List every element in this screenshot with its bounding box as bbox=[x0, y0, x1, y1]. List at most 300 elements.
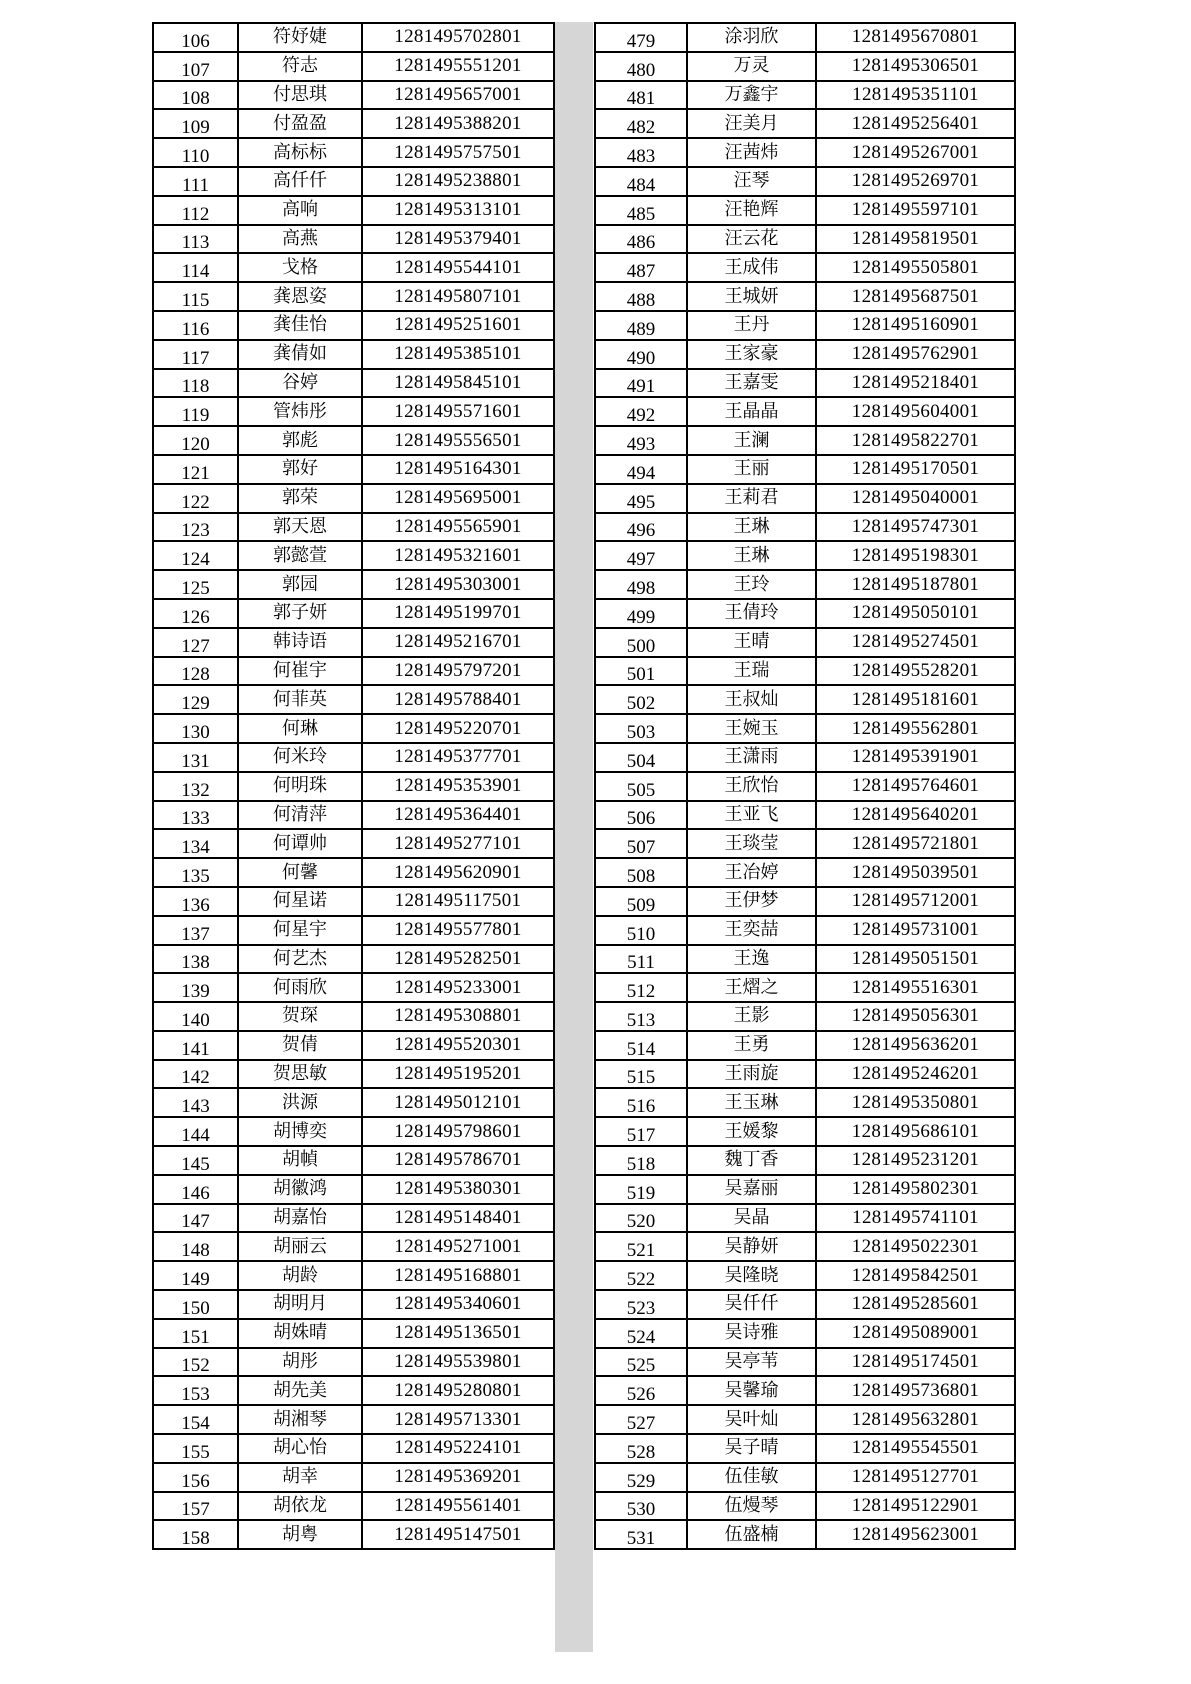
student-name: 何明珠 bbox=[238, 772, 362, 801]
row-number: 126 bbox=[153, 599, 238, 628]
student-id: 1281495267001 bbox=[816, 138, 1015, 167]
student-id: 1281495246201 bbox=[816, 1060, 1015, 1089]
table-row bbox=[595, 1232, 1015, 1261]
row-number: 486 bbox=[595, 225, 687, 254]
table-row bbox=[153, 397, 554, 426]
student-name: 龚佳怡 bbox=[238, 311, 362, 340]
student-name: 符志 bbox=[238, 52, 362, 81]
student-name: 王晶晶 bbox=[687, 397, 816, 426]
student-name: 王影 bbox=[687, 1002, 816, 1031]
row-number: 117 bbox=[153, 340, 238, 369]
student-id: 1281495670801 bbox=[816, 23, 1015, 52]
student-name: 何艺杰 bbox=[238, 945, 362, 974]
table-row bbox=[595, 340, 1015, 369]
student-name: 胡幸 bbox=[238, 1463, 362, 1492]
table-row bbox=[153, 253, 554, 282]
table-row bbox=[595, 1175, 1015, 1204]
student-name: 吴诗雅 bbox=[687, 1319, 816, 1348]
table-row bbox=[595, 829, 1015, 858]
row-number: 130 bbox=[153, 714, 238, 743]
row-number: 498 bbox=[595, 570, 687, 599]
row-number: 141 bbox=[153, 1031, 238, 1060]
row-number: 500 bbox=[595, 628, 687, 657]
student-id: 1281495224101 bbox=[362, 1434, 554, 1463]
table-row bbox=[595, 1290, 1015, 1319]
table-row bbox=[153, 484, 554, 513]
row-number: 134 bbox=[153, 829, 238, 858]
student-name: 贺倩 bbox=[238, 1031, 362, 1060]
student-name: 郭子妍 bbox=[238, 599, 362, 628]
student-name: 王琳 bbox=[687, 541, 816, 570]
student-id: 1281495313101 bbox=[362, 196, 554, 225]
row-number: 144 bbox=[153, 1117, 238, 1146]
student-name: 伍熳琴 bbox=[687, 1492, 816, 1521]
table-row bbox=[153, 1376, 554, 1405]
student-name: 王雨旋 bbox=[687, 1060, 816, 1089]
table-row bbox=[153, 858, 554, 887]
table-row bbox=[595, 1376, 1015, 1405]
row-number: 145 bbox=[153, 1146, 238, 1175]
table-row bbox=[595, 1088, 1015, 1117]
row-number: 518 bbox=[595, 1146, 687, 1175]
student-name: 贺琛 bbox=[238, 1002, 362, 1031]
table-row bbox=[595, 858, 1015, 887]
table-row bbox=[153, 369, 554, 398]
row-number: 479 bbox=[595, 23, 687, 52]
student-name: 魏丁香 bbox=[687, 1146, 816, 1175]
student-name: 吴馨瑜 bbox=[687, 1376, 816, 1405]
row-number: 115 bbox=[153, 282, 238, 311]
student-name: 王家豪 bbox=[687, 340, 816, 369]
student-name: 王瑞 bbox=[687, 657, 816, 686]
student-name: 高仟仟 bbox=[238, 167, 362, 196]
row-number: 493 bbox=[595, 426, 687, 455]
student-id: 1281495620901 bbox=[362, 858, 554, 887]
student-id: 1281495012101 bbox=[362, 1088, 554, 1117]
row-number: 494 bbox=[595, 455, 687, 484]
student-name: 王伊梦 bbox=[687, 887, 816, 916]
student-name: 万灵 bbox=[687, 52, 816, 81]
table-row bbox=[595, 1492, 1015, 1521]
row-number: 488 bbox=[595, 282, 687, 311]
table-row bbox=[153, 1031, 554, 1060]
student-id: 1281495702801 bbox=[362, 23, 554, 52]
table-row bbox=[153, 945, 554, 974]
table-row bbox=[595, 1319, 1015, 1348]
row-number: 151 bbox=[153, 1319, 238, 1348]
table-row bbox=[153, 973, 554, 1002]
row-number: 143 bbox=[153, 1088, 238, 1117]
table-row bbox=[595, 1261, 1015, 1290]
row-number: 504 bbox=[595, 743, 687, 772]
student-id: 1281495351101 bbox=[816, 81, 1015, 110]
row-number: 497 bbox=[595, 541, 687, 570]
student-name: 胡徽鸿 bbox=[238, 1175, 362, 1204]
row-number: 137 bbox=[153, 916, 238, 945]
student-name: 郭荣 bbox=[238, 484, 362, 513]
table-row bbox=[153, 599, 554, 628]
table-row bbox=[595, 109, 1015, 138]
student-id: 1281495117501 bbox=[362, 887, 554, 916]
table-row bbox=[153, 1319, 554, 1348]
student-name: 王亚飞 bbox=[687, 801, 816, 830]
student-name: 王玉琳 bbox=[687, 1088, 816, 1117]
table-row bbox=[153, 1405, 554, 1434]
row-number: 123 bbox=[153, 513, 238, 542]
student-id: 1281495845101 bbox=[362, 369, 554, 398]
student-name: 王成伟 bbox=[687, 253, 816, 282]
table-row bbox=[153, 1492, 554, 1521]
table-row bbox=[595, 1060, 1015, 1089]
table-row bbox=[595, 81, 1015, 110]
table-row bbox=[595, 599, 1015, 628]
student-id: 1281495170501 bbox=[816, 455, 1015, 484]
student-id: 1281495764601 bbox=[816, 772, 1015, 801]
student-id: 1281495736801 bbox=[816, 1376, 1015, 1405]
student-id: 1281495022301 bbox=[816, 1232, 1015, 1261]
student-name: 胡嘉怡 bbox=[238, 1204, 362, 1233]
student-name: 王丽 bbox=[687, 455, 816, 484]
row-number: 120 bbox=[153, 426, 238, 455]
table-row bbox=[153, 1146, 554, 1175]
student-id: 1281495636201 bbox=[816, 1031, 1015, 1060]
student-name: 汪美月 bbox=[687, 109, 816, 138]
student-name: 符妤婕 bbox=[238, 23, 362, 52]
student-id: 1281495040001 bbox=[816, 484, 1015, 513]
student-id: 1281495623001 bbox=[816, 1520, 1015, 1549]
table-row bbox=[595, 945, 1015, 974]
row-number: 121 bbox=[153, 455, 238, 484]
student-name: 何清萍 bbox=[238, 801, 362, 830]
row-number: 526 bbox=[595, 1376, 687, 1405]
table-row bbox=[153, 1232, 554, 1261]
table-row bbox=[595, 484, 1015, 513]
student-name: 王潇雨 bbox=[687, 743, 816, 772]
row-number: 142 bbox=[153, 1060, 238, 1089]
student-id: 1281495350801 bbox=[816, 1088, 1015, 1117]
student-id: 1281495379401 bbox=[362, 225, 554, 254]
table-row bbox=[153, 340, 554, 369]
student-id: 1281495712001 bbox=[816, 887, 1015, 916]
student-name: 胡龄 bbox=[238, 1261, 362, 1290]
student-name: 王城妍 bbox=[687, 282, 816, 311]
student-id: 1281495731001 bbox=[816, 916, 1015, 945]
table-row bbox=[153, 657, 554, 686]
student-id: 1281495220701 bbox=[362, 714, 554, 743]
row-number: 128 bbox=[153, 657, 238, 686]
table-row bbox=[595, 1031, 1015, 1060]
row-number: 150 bbox=[153, 1290, 238, 1319]
row-number: 506 bbox=[595, 801, 687, 830]
table-row bbox=[595, 167, 1015, 196]
student-id: 1281495388201 bbox=[362, 109, 554, 138]
student-id: 1281495571601 bbox=[362, 397, 554, 426]
table-row bbox=[595, 916, 1015, 945]
row-number: 510 bbox=[595, 916, 687, 945]
student-name: 高响 bbox=[238, 196, 362, 225]
table-row bbox=[153, 714, 554, 743]
row-number: 138 bbox=[153, 945, 238, 974]
roster-table-right-body bbox=[595, 23, 1015, 1549]
table-row bbox=[153, 1348, 554, 1377]
student-name: 王逸 bbox=[687, 945, 816, 974]
student-name: 吴嘉丽 bbox=[687, 1175, 816, 1204]
student-id: 1281495050101 bbox=[816, 599, 1015, 628]
row-number: 148 bbox=[153, 1232, 238, 1261]
student-name: 胡依龙 bbox=[238, 1492, 362, 1521]
row-number: 512 bbox=[595, 973, 687, 1002]
student-id: 1281495377701 bbox=[362, 743, 554, 772]
row-number: 524 bbox=[595, 1319, 687, 1348]
table-row bbox=[153, 570, 554, 599]
student-id: 1281495218401 bbox=[816, 369, 1015, 398]
table-row bbox=[153, 541, 554, 570]
table-row bbox=[153, 1175, 554, 1204]
row-number: 522 bbox=[595, 1261, 687, 1290]
row-number: 119 bbox=[153, 397, 238, 426]
row-number: 495 bbox=[595, 484, 687, 513]
table-row bbox=[595, 23, 1015, 52]
student-id: 1281495391901 bbox=[816, 743, 1015, 772]
student-id: 1281495545501 bbox=[816, 1434, 1015, 1463]
student-id: 1281495385101 bbox=[362, 340, 554, 369]
row-number: 513 bbox=[595, 1002, 687, 1031]
student-id: 1281495762901 bbox=[816, 340, 1015, 369]
table-row bbox=[595, 570, 1015, 599]
student-id: 1281495321601 bbox=[362, 541, 554, 570]
roster-table-left bbox=[152, 22, 555, 1550]
row-number: 528 bbox=[595, 1434, 687, 1463]
table-row bbox=[595, 1434, 1015, 1463]
student-id: 1281495174501 bbox=[816, 1348, 1015, 1377]
row-number: 146 bbox=[153, 1175, 238, 1204]
student-id: 1281495802301 bbox=[816, 1175, 1015, 1204]
table-row bbox=[153, 1290, 554, 1319]
student-id: 1281495528201 bbox=[816, 657, 1015, 686]
table-row bbox=[595, 513, 1015, 542]
student-id: 1281495686101 bbox=[816, 1117, 1015, 1146]
student-id: 1281495233001 bbox=[362, 973, 554, 1002]
student-id: 1281495364401 bbox=[362, 801, 554, 830]
student-name: 胡粤 bbox=[238, 1520, 362, 1549]
row-number: 511 bbox=[595, 945, 687, 974]
student-id: 1281495516301 bbox=[816, 973, 1015, 1002]
table-row bbox=[595, 1348, 1015, 1377]
student-name: 王玲 bbox=[687, 570, 816, 599]
student-id: 1281495657001 bbox=[362, 81, 554, 110]
student-id: 1281495147501 bbox=[362, 1520, 554, 1549]
student-id: 1281495251601 bbox=[362, 311, 554, 340]
table-row bbox=[153, 1002, 554, 1031]
row-number: 107 bbox=[153, 52, 238, 81]
student-name: 王倩玲 bbox=[687, 599, 816, 628]
student-name: 王熠之 bbox=[687, 973, 816, 1002]
row-number: 133 bbox=[153, 801, 238, 830]
row-number: 135 bbox=[153, 858, 238, 887]
table-row bbox=[153, 23, 554, 52]
student-id: 1281495056301 bbox=[816, 1002, 1015, 1031]
table-row bbox=[153, 1060, 554, 1089]
row-number: 122 bbox=[153, 484, 238, 513]
table-row bbox=[595, 887, 1015, 916]
student-id: 1281495577801 bbox=[362, 916, 554, 945]
student-id: 1281495181601 bbox=[816, 685, 1015, 714]
student-name: 胡湘琴 bbox=[238, 1405, 362, 1434]
row-number: 507 bbox=[595, 829, 687, 858]
row-number: 521 bbox=[595, 1232, 687, 1261]
student-id: 1281495741101 bbox=[816, 1204, 1015, 1233]
student-name: 何雨欣 bbox=[238, 973, 362, 1002]
student-name: 汪琴 bbox=[687, 167, 816, 196]
row-number: 106 bbox=[153, 23, 238, 52]
student-name: 万鑫宇 bbox=[687, 81, 816, 110]
student-id: 1281495505801 bbox=[816, 253, 1015, 282]
student-id: 1281495306501 bbox=[816, 52, 1015, 81]
table-row bbox=[595, 1463, 1015, 1492]
student-name: 贺思敏 bbox=[238, 1060, 362, 1089]
student-id: 1281495747301 bbox=[816, 513, 1015, 542]
table-row bbox=[595, 973, 1015, 1002]
row-number: 154 bbox=[153, 1405, 238, 1434]
row-number: 484 bbox=[595, 167, 687, 196]
student-name: 郭园 bbox=[238, 570, 362, 599]
student-name: 高标标 bbox=[238, 138, 362, 167]
student-name: 王嘉雯 bbox=[687, 369, 816, 398]
row-number: 525 bbox=[595, 1348, 687, 1377]
student-id: 1281495148401 bbox=[362, 1204, 554, 1233]
table-row bbox=[153, 282, 554, 311]
table-row bbox=[153, 1520, 554, 1549]
student-id: 1281495369201 bbox=[362, 1463, 554, 1492]
student-name: 王叔灿 bbox=[687, 685, 816, 714]
row-number: 155 bbox=[153, 1434, 238, 1463]
student-name: 涂羽欣 bbox=[687, 23, 816, 52]
table-row bbox=[153, 455, 554, 484]
student-id: 1281495797201 bbox=[362, 657, 554, 686]
student-id: 1281495282501 bbox=[362, 945, 554, 974]
table-row bbox=[595, 455, 1015, 484]
student-name: 胡明月 bbox=[238, 1290, 362, 1319]
row-number: 113 bbox=[153, 225, 238, 254]
table-row bbox=[595, 1002, 1015, 1031]
table-row bbox=[595, 369, 1015, 398]
student-name: 胡丽云 bbox=[238, 1232, 362, 1261]
row-number: 490 bbox=[595, 340, 687, 369]
student-id: 1281495565901 bbox=[362, 513, 554, 542]
student-name: 胡幀 bbox=[238, 1146, 362, 1175]
roster-table-right bbox=[594, 22, 1016, 1550]
student-id: 1281495198301 bbox=[816, 541, 1015, 570]
roster-table-left-body bbox=[153, 23, 554, 1549]
table-row bbox=[595, 1520, 1015, 1549]
table-row bbox=[153, 772, 554, 801]
student-name: 郭好 bbox=[238, 455, 362, 484]
student-id: 1281495561401 bbox=[362, 1492, 554, 1521]
row-number: 153 bbox=[153, 1376, 238, 1405]
row-number: 502 bbox=[595, 685, 687, 714]
student-id: 1281495039501 bbox=[816, 858, 1015, 887]
student-id: 1281495168801 bbox=[362, 1261, 554, 1290]
table-row bbox=[153, 52, 554, 81]
student-name: 吴晶 bbox=[687, 1204, 816, 1233]
student-name: 汪艳辉 bbox=[687, 196, 816, 225]
row-number: 482 bbox=[595, 109, 687, 138]
row-number: 140 bbox=[153, 1002, 238, 1031]
row-number: 116 bbox=[153, 311, 238, 340]
student-name: 王勇 bbox=[687, 1031, 816, 1060]
student-id: 1281495520301 bbox=[362, 1031, 554, 1060]
table-row bbox=[153, 743, 554, 772]
table-row bbox=[153, 167, 554, 196]
student-id: 1281495238801 bbox=[362, 167, 554, 196]
student-name: 龚恩姿 bbox=[238, 282, 362, 311]
table-row bbox=[595, 685, 1015, 714]
table-row bbox=[595, 397, 1015, 426]
table-row bbox=[153, 1434, 554, 1463]
row-number: 109 bbox=[153, 109, 238, 138]
row-number: 485 bbox=[595, 196, 687, 225]
student-name: 伍盛楠 bbox=[687, 1520, 816, 1549]
table-row bbox=[153, 685, 554, 714]
student-name: 何菲英 bbox=[238, 685, 362, 714]
table-row bbox=[153, 311, 554, 340]
student-name: 王丹 bbox=[687, 311, 816, 340]
student-name: 吴静妍 bbox=[687, 1232, 816, 1261]
table-row bbox=[595, 311, 1015, 340]
student-id: 1281495160901 bbox=[816, 311, 1015, 340]
table-row bbox=[153, 1261, 554, 1290]
student-name: 王欣怡 bbox=[687, 772, 816, 801]
table-row bbox=[153, 109, 554, 138]
row-number: 112 bbox=[153, 196, 238, 225]
table-row bbox=[595, 138, 1015, 167]
row-number: 118 bbox=[153, 369, 238, 398]
student-name: 胡彤 bbox=[238, 1348, 362, 1377]
table-row bbox=[153, 801, 554, 830]
student-id: 1281495280801 bbox=[362, 1376, 554, 1405]
student-id: 1281495164301 bbox=[362, 455, 554, 484]
student-name: 吴仟仟 bbox=[687, 1290, 816, 1319]
student-name: 伍佳敏 bbox=[687, 1463, 816, 1492]
student-name: 何崔宇 bbox=[238, 657, 362, 686]
row-number: 523 bbox=[595, 1290, 687, 1319]
row-number: 496 bbox=[595, 513, 687, 542]
student-name: 吴隆晓 bbox=[687, 1261, 816, 1290]
student-name: 付盈盈 bbox=[238, 109, 362, 138]
row-number: 156 bbox=[153, 1463, 238, 1492]
student-name: 何星诺 bbox=[238, 887, 362, 916]
table-row bbox=[595, 253, 1015, 282]
table-row bbox=[153, 628, 554, 657]
row-number: 480 bbox=[595, 52, 687, 81]
student-id: 1281495051501 bbox=[816, 945, 1015, 974]
student-name: 胡博奕 bbox=[238, 1117, 362, 1146]
student-name: 王琰莹 bbox=[687, 829, 816, 858]
student-id: 1281495713301 bbox=[362, 1405, 554, 1434]
row-number: 519 bbox=[595, 1175, 687, 1204]
student-id: 1281495303001 bbox=[362, 570, 554, 599]
row-number: 499 bbox=[595, 599, 687, 628]
table-row bbox=[153, 1204, 554, 1233]
row-number: 509 bbox=[595, 887, 687, 916]
table-row bbox=[595, 628, 1015, 657]
student-id: 1281495380301 bbox=[362, 1175, 554, 1204]
student-name: 管炜彤 bbox=[238, 397, 362, 426]
student-name: 何琳 bbox=[238, 714, 362, 743]
student-name: 吴叶灿 bbox=[687, 1405, 816, 1434]
row-number: 114 bbox=[153, 253, 238, 282]
table-row bbox=[153, 196, 554, 225]
